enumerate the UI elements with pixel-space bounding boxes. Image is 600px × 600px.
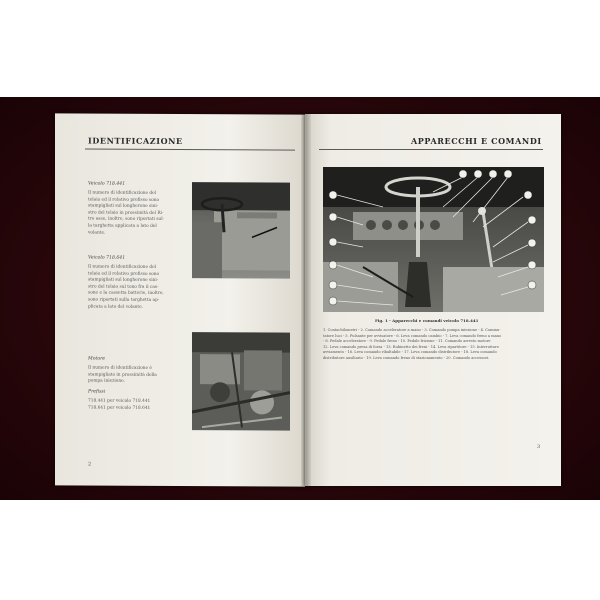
figure-legend: 1. Contachilometri - 2. Comando acceleratore a mano - 3. Comando pompa iniezione - 4. Commu- tatore luci - 5. Pulsante per avvisatore - 6. Leva comando cambio - 7. Leva comando freno a mano - 8. Pedale acceleratore - 9. Pedale freno - 10. Pedale frizione - 11. Comando arresto motore 12. Leva comando presa di forza - 13. Rubinetto dei freni - 14. Leva ripartitore - 15. Interruttore avviamento - 16. Leva comando ribaltabile - 17. Leva comando distributore - 18. Leva comando distributore ausiliario - 19. Leva comando freno di stazionamento - 20. Comando accessori.	[323, 328, 502, 360]
right-header-rule	[319, 149, 543, 150]
left-header-rule	[85, 149, 295, 151]
photo-cab-steering	[192, 182, 290, 279]
left-page	[55, 113, 305, 486]
section-heading-prefissi: Prefissi	[88, 389, 106, 395]
open-booklet	[55, 114, 561, 486]
figure-caption: Fig. 1 - Apparecchi e comandi veicolo 718.441	[375, 318, 479, 323]
section-text-prefissi: 718.441 per veicolo 718.441 718.641 per veicolo 718.641	[88, 398, 151, 411]
section-heading-718-641: Veicolo 718.641	[88, 255, 126, 261]
section-text-718-641: Il numero di identificazione del telaio ed il relativo prefisso sono stampigliati sul longherone sini- stro del telaio sul tono fra il cas- sone e la cassetta batterie, inoltre, sono riportati sulla targhetta ap- plicata a lato del volante.	[88, 264, 164, 310]
right-page-header: APPARECCHI E COMANDI	[411, 136, 542, 146]
section-heading-motore: Motore	[88, 356, 105, 362]
photo-dashboard-controls	[323, 167, 544, 312]
right-page	[305, 114, 561, 486]
left-page-header: IDENTIFICAZIONE	[88, 135, 183, 147]
section-text-718-441: Il numero di identificazione del telaio ed il relativo prefisso sono stampigliati sul longherone sini- stro del telaio in prossimità del Ri- tro asse, inoltre, sono riportati sul- la targhetta applicata a lato del volante.	[88, 190, 165, 236]
photo-engine	[192, 332, 290, 431]
right-page-number: 3	[537, 444, 541, 450]
section-heading-718-441: Veicolo 718.441	[88, 181, 126, 187]
photo-background	[0, 97, 600, 500]
book-spine	[301, 114, 311, 486]
section-text-motore: Il numero di identificazione è stampigliato in prossimità della pompa iniezione.	[88, 365, 157, 384]
left-page-number: 2	[88, 461, 92, 468]
